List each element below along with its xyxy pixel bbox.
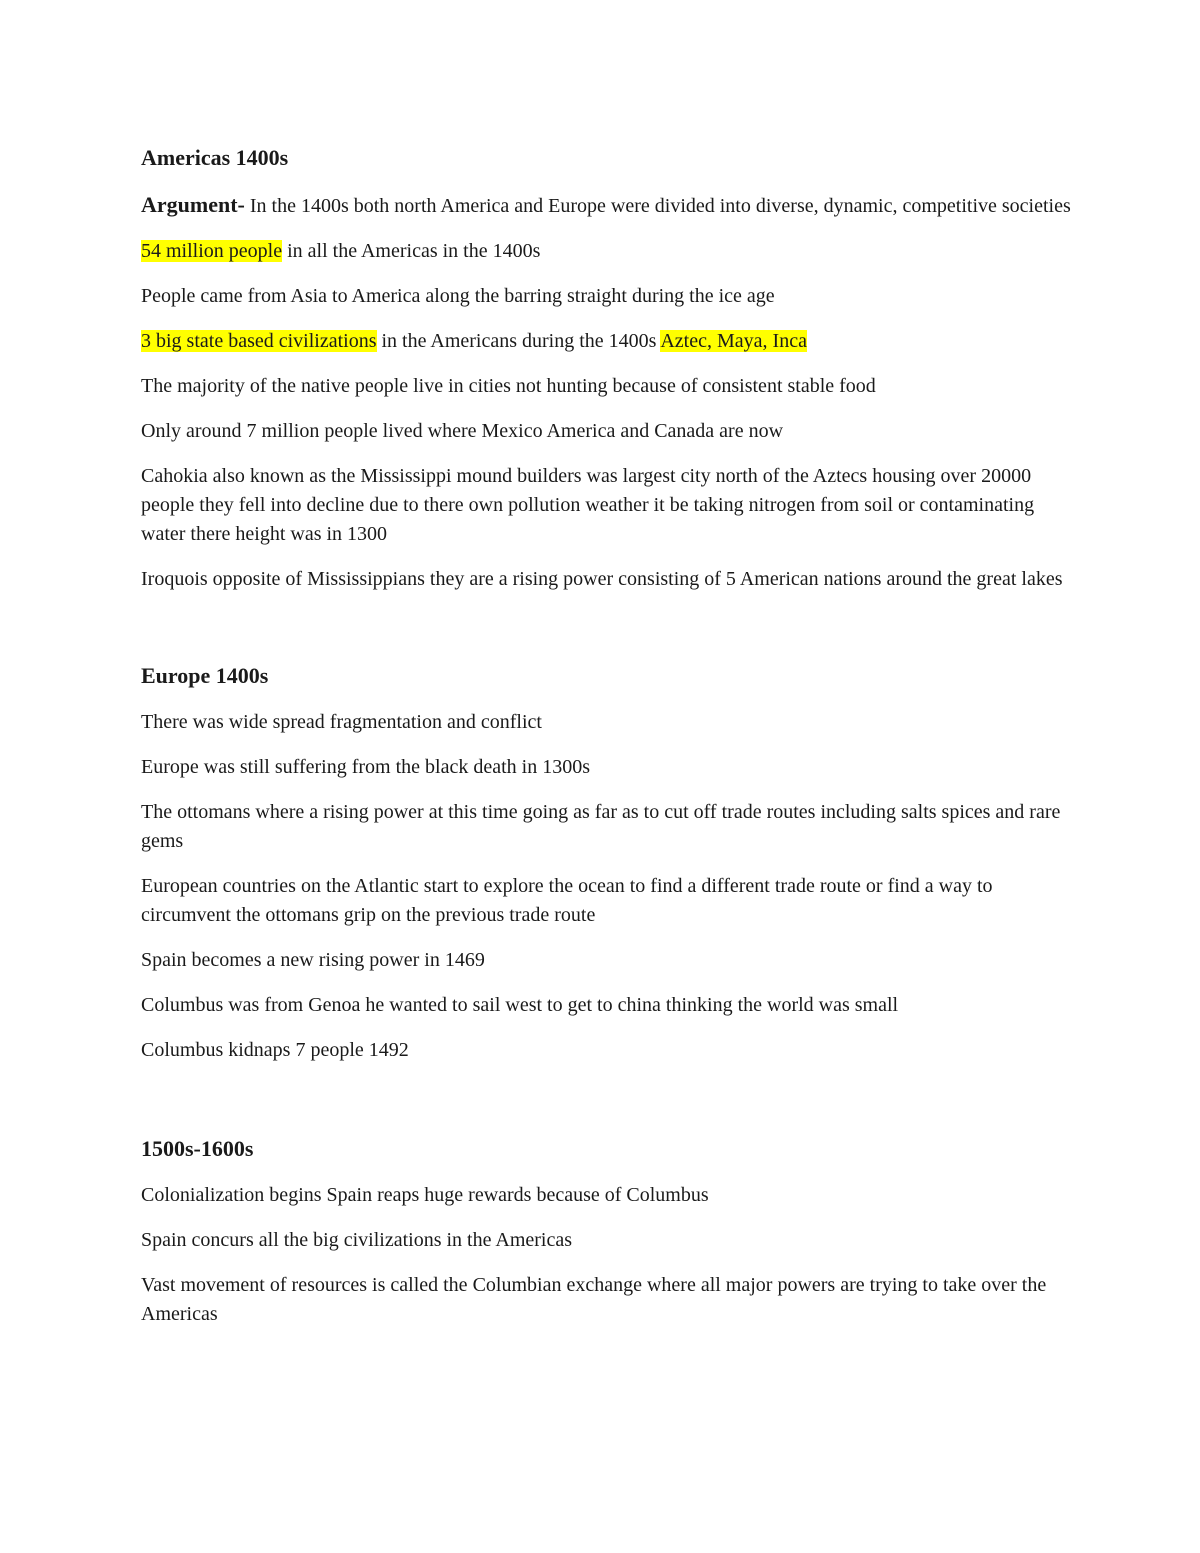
highlighted-text: 3 big state based civilizations [141, 330, 377, 352]
paragraph: Europe was still suffering from the black death in 1300s [141, 756, 590, 778]
paragraph: Vast movement of resources is called the Columbian exchange where all major powers are trying to take over the Americas [141, 1274, 1047, 1325]
paragraph: European countries on the Atlantic start to explore the ocean to find a different trade route or find a way to circumvent the ottomans grip on the previous trade route [141, 875, 993, 926]
paragraph: Columbus was from Genoa he wanted to sail west to get to china thinking the world was small [141, 994, 899, 1016]
paragraph: Colonialization begins Spain reaps huge rewards because of Columbus [141, 1184, 709, 1206]
paragraph: Spain concurs all the big civilizations in the Americas [141, 1229, 573, 1251]
section-heading-1500s-1600s: 1500s-1600s [141, 1136, 254, 1161]
section-spacer [141, 1081, 1071, 1131]
highlighted-text: 54 million people [141, 240, 283, 262]
paragraph: Iroquois opposite of Mississippians they are a rising power consisting of 5 American nations around the great lakes [141, 568, 1063, 590]
section-heading-americas: Americas 1400s [141, 145, 289, 170]
argument-paragraph [141, 190, 1071, 221]
paragraph: There was wide spread fragmentation and conflict [141, 711, 542, 733]
section-spacer [141, 610, 1071, 658]
paragraph: Columbus kidnaps 7 people 1492 [141, 1039, 409, 1061]
paragraph: Spain becomes a new rising power in 1469 [141, 949, 485, 971]
paragraph: 3 big state based civilizations in the Americans during the 1400s Aztec, Maya, Inca [141, 330, 807, 352]
paragraph: The ottomans where a rising power at this time going as far as to cut off trade routes including salts spices and rare gems [141, 801, 1061, 852]
document-body [141, 140, 1071, 1345]
paragraph: The majority of the native people live in cities not hunting because of consistent stable food [141, 375, 876, 397]
argument-lead: Argument- [141, 192, 245, 217]
highlighted-text: Aztec, Maya, Inca [660, 330, 807, 352]
paragraph: Cahokia also known as the Mississippi mound builders was largest city north of the Aztecs housing over 20000 people they fell into decline due to there own pollution weather it be taking nitrogen from soil or contaminating water there height was in 1300 [141, 465, 1035, 545]
paragraph: Only around 7 million people lived where Mexico America and Canada are now [141, 420, 784, 442]
argument-text: In the 1400s both north America and Europe were divided into diverse, dynamic, competitive societies [244, 195, 1071, 217]
section-heading-europe: Europe 1400s [141, 663, 269, 688]
paragraph: 54 million people in all the Americas in the 1400s [141, 240, 541, 262]
paragraph: People came from Asia to America along the barring straight during the ice age [141, 285, 775, 307]
